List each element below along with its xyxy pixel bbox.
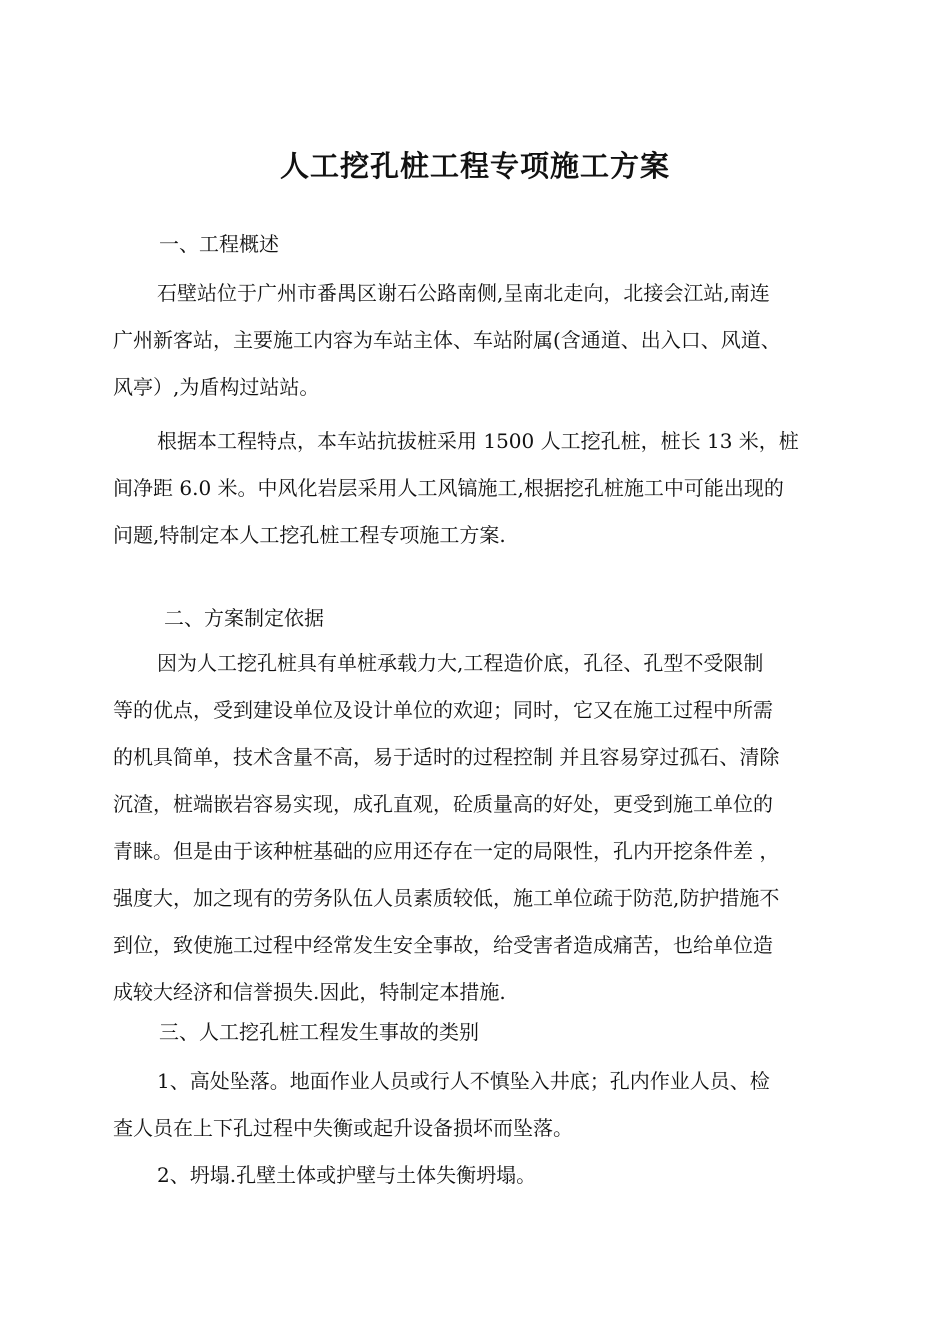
- paragraph-basis: [113, 640, 858, 1016]
- text-line: 根据本工程特点，本车站抗拔桩采用 1500 人工挖孔桩，桩长 13 米，桩: [157, 429, 799, 453]
- text-line: 到位，致使施工过程中经常发生安全事故，给受害者造成痛苦，也给单位造: [113, 933, 773, 957]
- text-line: 间净距 6.0 米。中风化岩层采用人工风镐施工,根据挖孔桩施工中可能出现的: [113, 476, 784, 500]
- text-line: 1、高处坠落。地面作业人员或行人不慎坠入井底；孔内作业人员、检: [157, 1069, 770, 1093]
- text-line: 强度大，加之现有的劳务队伍人员素质较低，施工单位疏于防范,防护措施不: [113, 886, 780, 910]
- text-line: 广州新客站，主要施工内容为车站主体、车站附属(含通道、出入口、风道、: [113, 328, 781, 352]
- list-item-fall-from-height: [113, 1058, 858, 1152]
- text-line: 青睐。但是由于该种桩基础的应用还存在一定的局限性，孔内开挖条件差 ，: [113, 839, 780, 863]
- text-line: 因为人工挖孔桩具有单桩承载力大,工程造价底，孔径、孔型不受限制: [157, 651, 764, 675]
- text-line: 2、坍塌.孔壁土体或护壁与土体失衡坍塌。: [157, 1163, 537, 1187]
- text-line: 风亭）,为盾构过站站。: [113, 375, 320, 399]
- paragraph-station-overview: [113, 270, 858, 411]
- section-heading-basis: 二、方案制定依据: [164, 606, 324, 630]
- paragraph-pile-spec: [113, 418, 858, 559]
- text-line: 的机具简单，技术含量不高，易于适时的过程控制 并且容易穿过孤石、清除: [113, 745, 780, 769]
- text-line: 问题,特制定本人工挖孔桩工程专项施工方案.: [113, 523, 506, 547]
- text-line: 等的优点，受到建设单位及设计单位的欢迎；同时，它又在施工过程中所需: [113, 698, 773, 722]
- text-line: 沉渣，桩端嵌岩容易实现，成孔直观，砼质量高的好处，更受到施工单位的: [113, 792, 773, 816]
- list-item-collapse: [113, 1152, 858, 1199]
- text-line: 石壁站位于广州市番禺区谢石公路南侧,呈南北走向，北接会江站,南连: [157, 281, 770, 305]
- section-heading-accident-types: 三、人工挖孔桩工程发生事故的类别: [159, 1020, 479, 1044]
- section-heading-overview: 一、工程概述: [159, 232, 279, 256]
- text-line: 查人员在上下孔过程中失衡或起升设备损坏而坠落。: [113, 1116, 573, 1140]
- text-line: 成较大经济和信誉损失.因此，特制定本措施.: [113, 980, 506, 1004]
- document-title: 人工挖孔桩工程专项施工方案: [279, 149, 670, 183]
